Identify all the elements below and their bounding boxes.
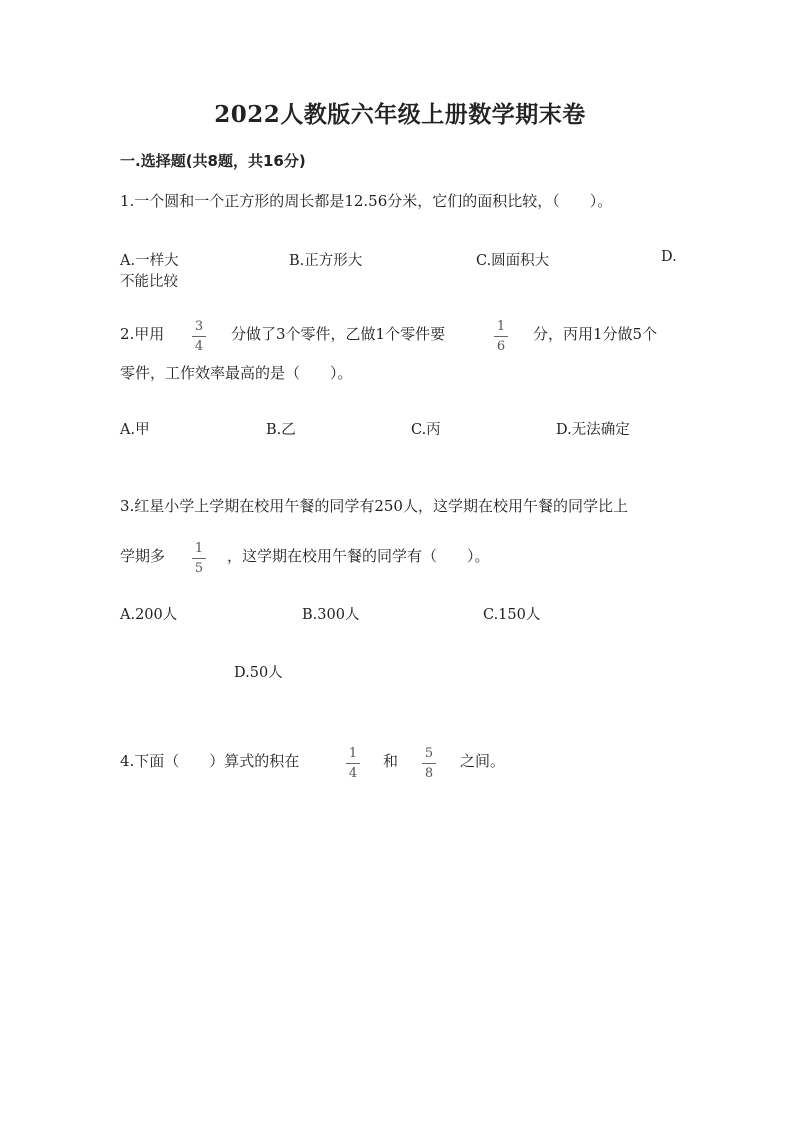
question-3-text-line-1: 3.红星小学上学期在校用午餐的同学有250人，这学期在校用午餐的同学比上 bbox=[120, 497, 628, 515]
question-3-text-1: 学期多 bbox=[120, 547, 166, 565]
question-3-option-d: D.50人 bbox=[234, 665, 283, 681]
fraction-denominator: 5 bbox=[194, 561, 204, 576]
question-2-fraction-1 bbox=[188, 318, 210, 355]
question-4-fraction-2 bbox=[418, 745, 440, 782]
question-2-option-c: C.丙 bbox=[411, 422, 441, 438]
question-3-option-a: A.200人 bbox=[120, 607, 178, 623]
question-4-text-2: 和 bbox=[383, 752, 399, 770]
question-1-option-a: A.一样大 bbox=[120, 253, 179, 269]
fraction-denominator: 4 bbox=[348, 766, 358, 781]
question-3-fraction-1 bbox=[188, 540, 210, 577]
fraction-bar bbox=[422, 763, 436, 764]
question-2-option-a: A.甲 bbox=[120, 422, 150, 438]
question-2-option-b: B.乙 bbox=[266, 422, 296, 438]
question-2-fraction-2 bbox=[490, 318, 512, 355]
question-3-option-b: B.300人 bbox=[302, 607, 360, 623]
fraction-numerator: 3 bbox=[194, 319, 204, 334]
question-4-fraction-1 bbox=[342, 745, 364, 782]
page-title: 2022人教版六年级上册数学期末卷 bbox=[214, 101, 586, 128]
question-1-option-b: B.正方形大 bbox=[289, 253, 363, 269]
fraction-numerator: 1 bbox=[194, 541, 204, 556]
fraction-bar bbox=[494, 336, 508, 337]
fraction-numerator: 1 bbox=[496, 319, 506, 334]
fraction-numerator: 5 bbox=[424, 746, 434, 761]
question-1-stem: 1.一个圆和一个正方形的周长都是12.56分米，它们的面积比较，（ ）。 bbox=[120, 192, 613, 210]
question-2-text-line-2: 零件，工作效率最高的是（ ）。 bbox=[120, 364, 353, 382]
question-4-text-1: 4.下面（ ）算式的积在 bbox=[120, 752, 300, 770]
question-2-text-2: 分做了3个零件，乙做1个零件要 bbox=[231, 325, 446, 343]
question-1-option-c: C.圆面积大 bbox=[476, 253, 550, 269]
fraction-denominator: 4 bbox=[194, 339, 204, 354]
question-1-option-d: D. bbox=[661, 249, 677, 265]
question-2-option-d: D.无法确定 bbox=[556, 422, 630, 438]
question-4-text-3: 之间。 bbox=[460, 752, 506, 770]
section-heading: 一.选择题(共8题，共16分) bbox=[120, 152, 306, 170]
question-3-text-2: ，这学期在校用午餐的同学有（ ）。 bbox=[227, 547, 490, 565]
question-2-text-3: 分，丙用1分做5个 bbox=[533, 325, 658, 343]
fraction-numerator: 1 bbox=[348, 746, 358, 761]
question-1-option-d-text: 不能比较 bbox=[120, 274, 178, 290]
fraction-denominator: 8 bbox=[424, 766, 434, 781]
question-3-option-c: C.150人 bbox=[483, 607, 541, 623]
fraction-bar bbox=[192, 336, 206, 337]
fraction-bar bbox=[192, 558, 206, 559]
fraction-bar bbox=[346, 763, 360, 764]
fraction-denominator: 6 bbox=[496, 339, 506, 354]
question-2-text-1: 2.甲用 bbox=[120, 325, 165, 343]
